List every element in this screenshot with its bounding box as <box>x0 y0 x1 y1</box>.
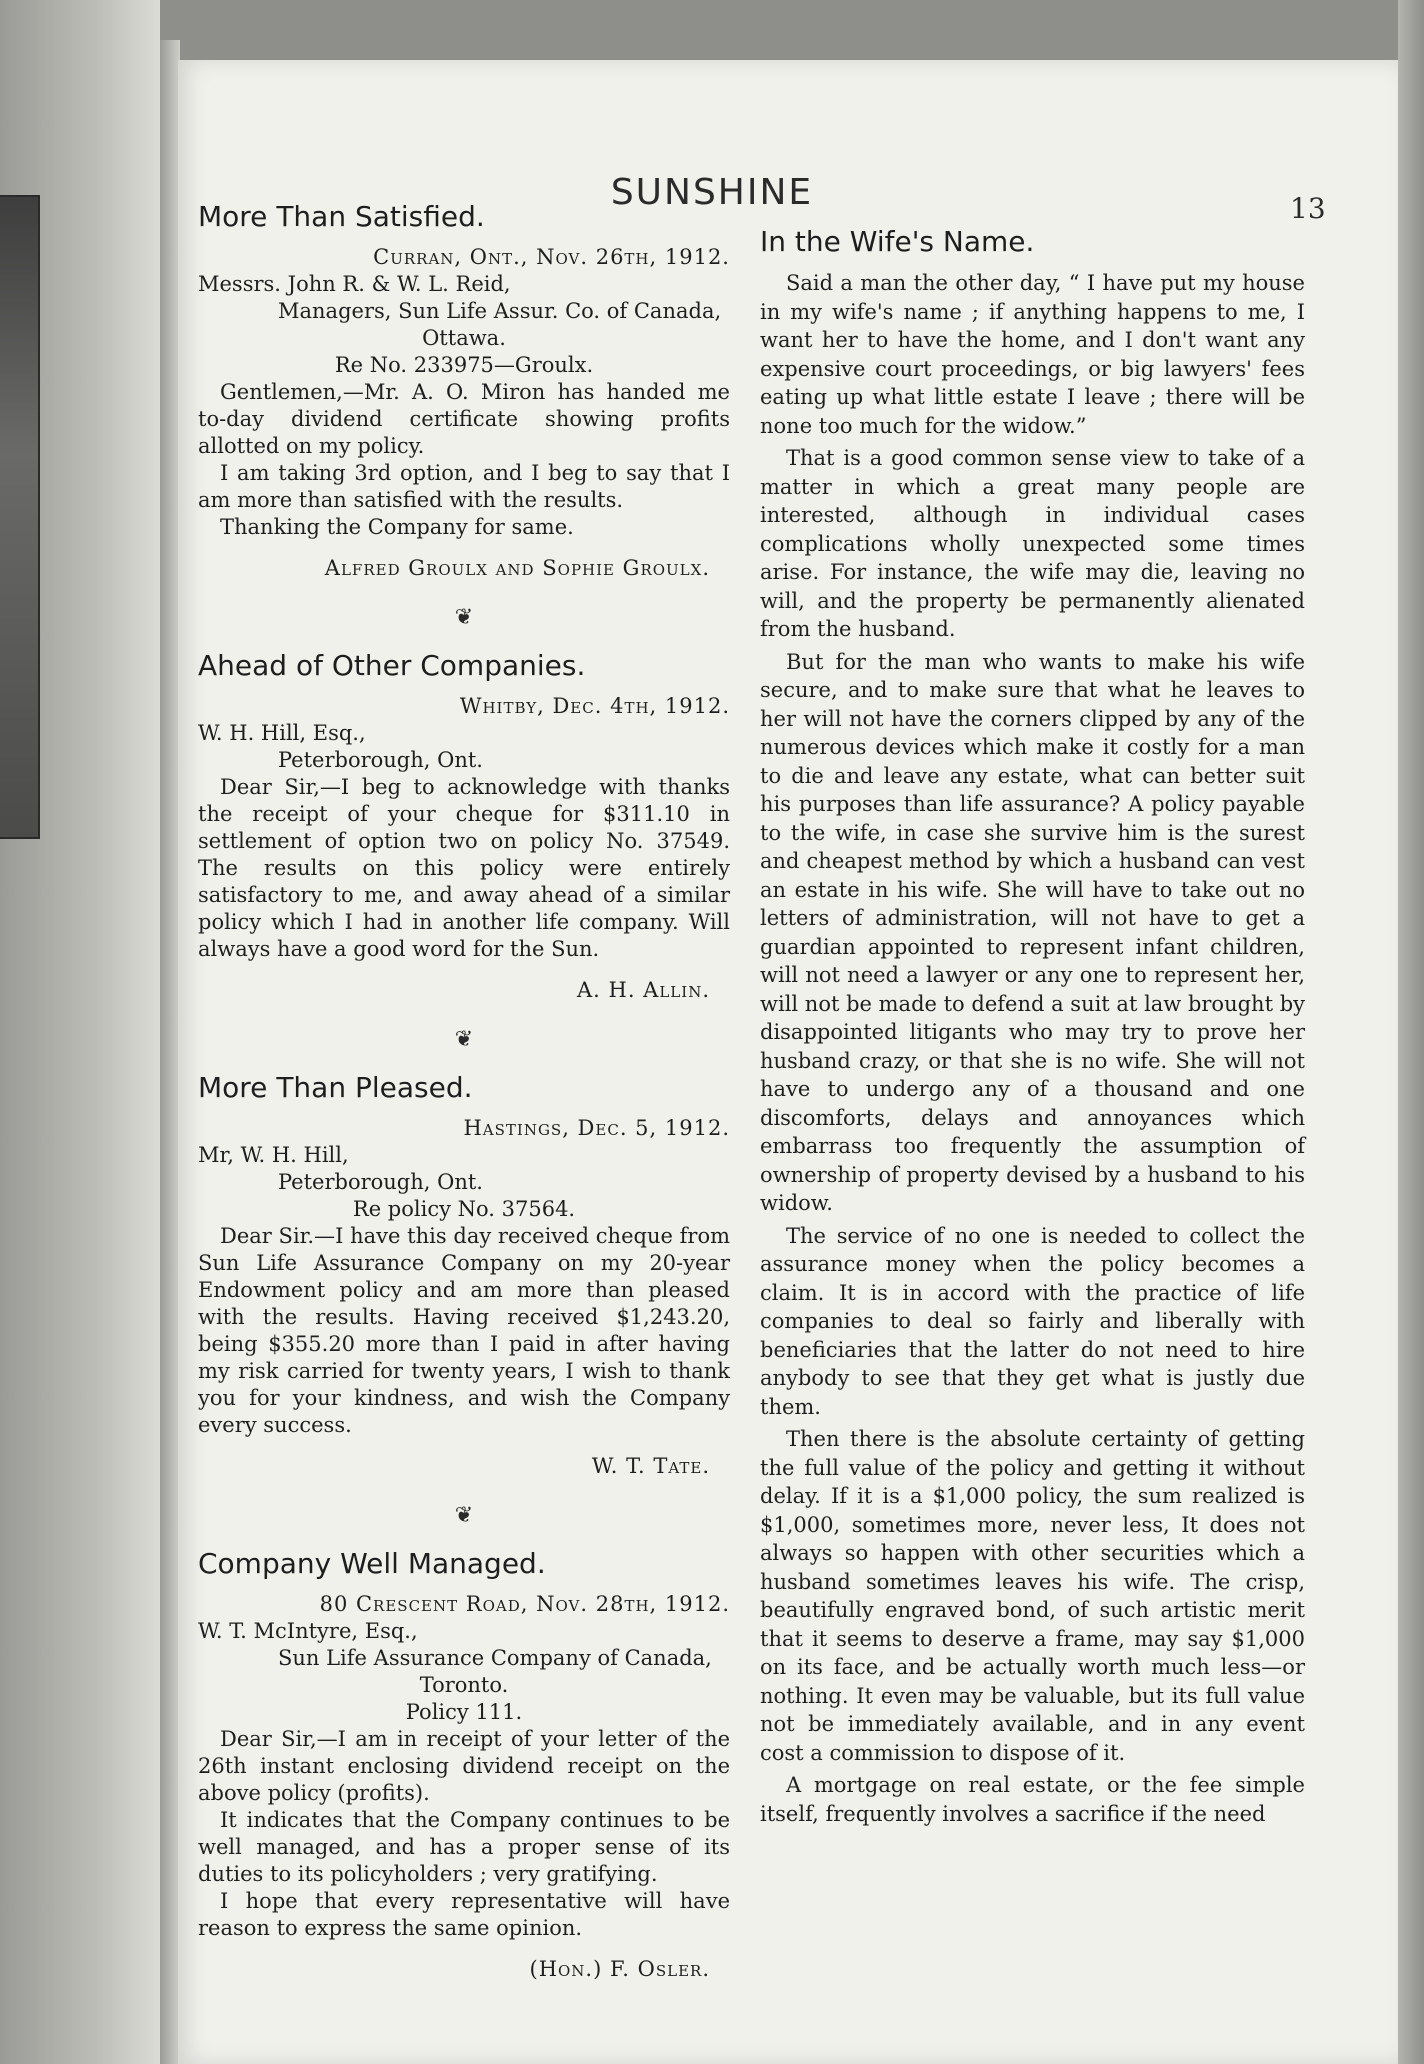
letter-paragraph: Gentlemen,—Mr. A. O. Miron has handed me to-day dividend certificate showing profits allotted on my policy. <box>198 380 730 458</box>
page-right-edge <box>1398 0 1424 2064</box>
dateline: Curran, Ont., Nov. 26th, 1912. <box>373 245 730 269</box>
signature: A. H. Allin. <box>577 978 710 1002</box>
letter-paragraph: Dear Sir.—I have this day received cheque from Sun Life Assurance Company on my 20-year Endowment policy and am more than pleased with the results. Having received $1,243.20, being $355.20 more than I paid in after having my risk carried for twenty years, I wish to thank you for your kindness, and wish the Company every success. <box>198 1224 730 1437</box>
leaf-ornament-icon: ❦ <box>454 1503 474 1528</box>
leaf-ornament-icon: ❦ <box>454 605 474 630</box>
addressee-line: Sun Life Assurance Company of Canada, <box>278 1646 712 1670</box>
article-paragraph: A mortgage on real estate, or the fee simple itself, frequently involves a sacrifice if the need <box>760 1773 1305 1826</box>
article-more-than-pleased <box>198 1071 730 1480</box>
addressee: Messrs. John R. & W. L. Reid, <box>198 272 511 296</box>
addressee-city: Peterborough, Ont. <box>278 1170 483 1194</box>
addressee: Mr, W. H. Hill, <box>198 1143 349 1167</box>
dateline: 80 Crescent Road, Nov. 28th, 1912. <box>319 1592 730 1616</box>
addressee: W. T. McIntyre, Esq., <box>198 1619 418 1643</box>
signature: (Hon.) F. Osler. <box>529 1957 710 1981</box>
letter-paragraph: I hope that every representative will have reason to express the same opinion. <box>198 1889 730 1940</box>
article-paragraph: Then there is the absolute certainty of getting the full value of the policy and getting it without delay. If it is a $1,000 policy, the sum realized is $1,000, sometimes more, never less, It does not always so happen with other securities which a husband sometimes leaves his wife. The crisp, beautifully engraved bond, of such artistic merit that it seems to deserve a frame, may say $1,000 on its face, and be actually worth much less—or nothing. It even may be valuable, but its full value not be immediately available, and in any event cost a commission to dispose of it. <box>760 1427 1305 1765</box>
article-paragraph: But for the man who wants to make his wife secure, and to make sure that what he leaves to her will not have the corners clipped by any of the numerous devices which make it costly for a man to die and leave any estate, what can better suit his purposes than life assurance? A policy payable to the wife, in case she survive him is the surest and cheapest method by which a husband can vest an estate in his wife. She will have to take out no letters of administration, will not have to get a guardian appointed to represent infant children, will not need a lawyer or any one to represent her, will not be made to defend a suit at law brought by disappointed litigants who may try to prove her husband crazy, or that she is no wife. She will not have to undergo any of a thousand and one discomforts, delays and annoyances which embarrass too frequently the assumption of ownership of property devised by a husband to his widow. <box>760 649 1305 1215</box>
letter-paragraph: Thanking the Company for same. <box>220 515 574 539</box>
addressee-city: Peterborough, Ont. <box>278 748 483 772</box>
page-number: 13 <box>1290 192 1326 225</box>
article-company-well-managed <box>198 1547 730 1983</box>
article-title: More Than Satisfied. <box>198 200 485 233</box>
reference-line: Policy 111. <box>405 1700 523 1724</box>
reference-line: Re policy No. 37564. <box>352 1197 576 1221</box>
letter-paragraph: I am taking 3rd option, and I beg to say that I am more than satisfied with the results. <box>198 461 730 512</box>
article-title: In the Wife's Name. <box>760 225 1035 258</box>
dateline: Whitby, Dec. 4th, 1912. <box>459 694 730 718</box>
leaf-ornament-icon: ❦ <box>454 1027 474 1052</box>
article-title: Company Well Managed. <box>198 1547 546 1580</box>
left-column <box>198 200 730 1983</box>
article-ahead-of-other-companies <box>198 649 730 1004</box>
right-column <box>760 225 1305 1832</box>
article-paragraph: The service of no one is needed to collect the assurance money when the policy becomes a claim. It is in accord with the practice of life companies to deal so fairly and liberally with beneficiaries that the latter do not need to hire anybody to see that they get what is justly due them. <box>760 1223 1305 1419</box>
reference-line: Re No. 233975—Groulx. <box>334 353 594 377</box>
facing-page-photo <box>0 195 40 839</box>
dateline: Hastings, Dec. 5, 1912. <box>463 1116 730 1140</box>
letter-paragraph: It indicates that the Company continues to be well managed, and has a proper sense of its duties to its policyholders ; very gratifying. <box>198 1808 730 1886</box>
addressee-city: Toronto. <box>419 1673 509 1697</box>
addressee: W. H. Hill, Esq., <box>198 721 366 745</box>
article-title: More Than Pleased. <box>198 1071 473 1104</box>
running-header: SUNSHINE <box>610 172 814 213</box>
signature: W. T. Tate. <box>591 1454 710 1478</box>
letter-paragraph: Dear Sir,—I beg to acknowledge with thanks the receipt of your cheque for $311.10 in settlement of option two on policy No. 37549. The results on this policy were entirely satisfactory to me, and away ahead of a similar policy which I had in another life company. Will always have a good word for the Sun. <box>198 775 730 961</box>
addressee-line: Managers, Sun Life Assur. Co. of Canada, <box>278 299 722 323</box>
article-paragraph: Said a man the other day, “ I have put my house in my wife's name ; if anything happens to me, I want her to have the home, and I don't want any expensive court proceedings, or big lawyers' fees eating up what little estate I leave ; there will be none too much for the widow.” <box>760 271 1305 438</box>
article-paragraph: That is a good common sense view to take of a matter in which a great many people are interested, although in individual cases complications wholly unexpected some times arise. For instance, the wife may die, leaving no will, and the property be permanently alienated from the husband. <box>760 446 1305 641</box>
article-more-than-satisfied <box>198 200 730 582</box>
article-title: Ahead of Other Companies. <box>198 649 586 682</box>
letter-paragraph: Dear Sir,—I am in receipt of your letter of the 26th instant enclosing dividend receipt on the above policy (profits). <box>198 1727 730 1805</box>
addressee-city: Ottawa. <box>422 326 506 350</box>
book-spine <box>160 40 180 2064</box>
signature: Alfred Groulx and Sophie Groulx. <box>324 556 710 580</box>
article-in-the-wifes-name <box>760 225 1305 1828</box>
